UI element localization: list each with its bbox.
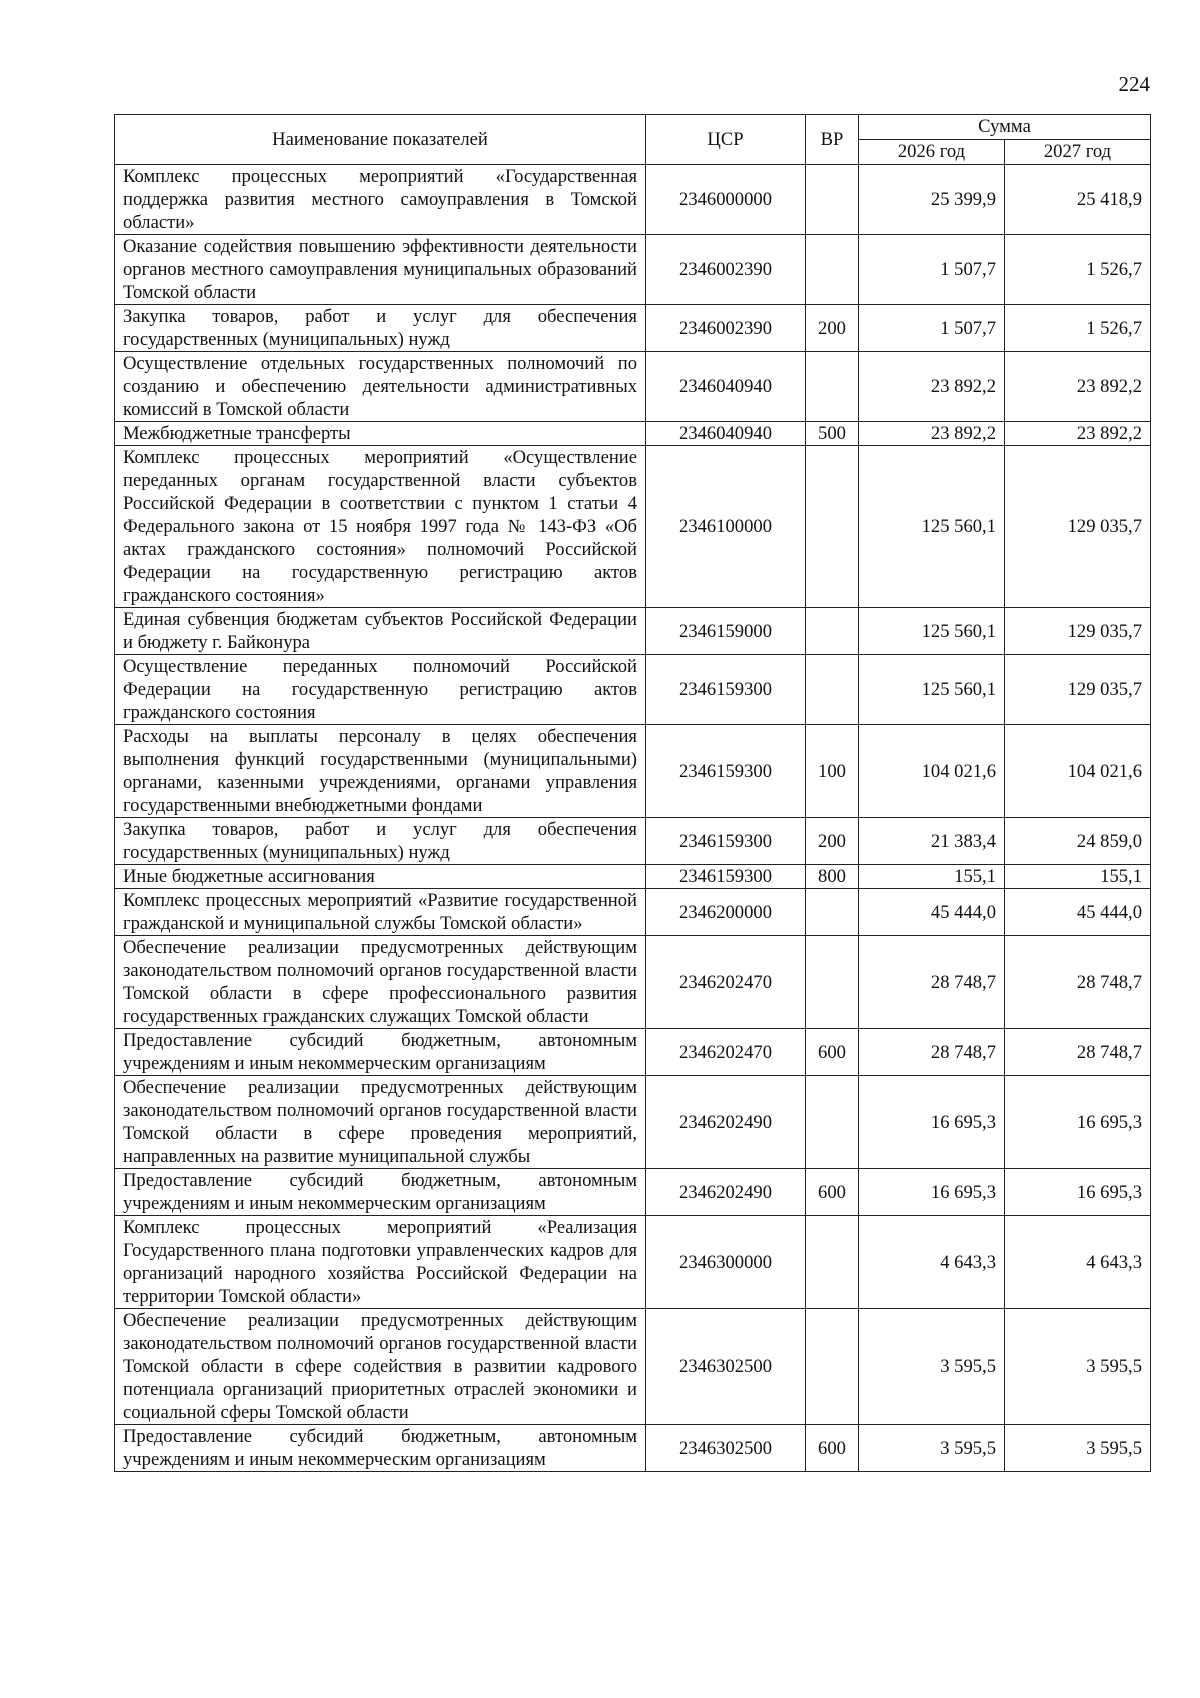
row-vr: 600	[806, 1169, 859, 1216]
row-amount-2027: 4 643,3	[1005, 1216, 1151, 1309]
row-vr	[806, 608, 859, 655]
row-amount-2027: 104 021,6	[1005, 725, 1151, 818]
row-amount-2026: 28 748,7	[859, 936, 1005, 1029]
row-amount-2026: 23 892,2	[859, 422, 1005, 446]
row-csr: 2346002390	[646, 305, 806, 352]
row-amount-2027: 3 595,5	[1005, 1309, 1151, 1425]
row-name: Осуществление переданных полномочий Российской Федерации на государственную регистрацию актов гражданского состояния	[115, 655, 646, 725]
table-row	[115, 165, 1151, 235]
row-name: Обеспечение реализации предусмотренных действующим законодательством полномочий органов государственной власти Томской области в сфере содействия в развитии кадрового потенциала организаций приоритетных отраслей экономики и социальной сферы Томской области	[115, 1309, 646, 1425]
row-name: Предоставление субсидий бюджетным, автономным учреждениям и иным некоммерческим организациям	[115, 1169, 646, 1216]
row-vr: 800	[806, 865, 859, 889]
row-csr: 2346302500	[646, 1425, 806, 1472]
row-vr: 600	[806, 1029, 859, 1076]
row-amount-2027: 16 695,3	[1005, 1076, 1151, 1169]
row-amount-2027: 28 748,7	[1005, 1029, 1151, 1076]
row-csr: 2346040940	[646, 422, 806, 446]
row-amount-2026: 28 748,7	[859, 1029, 1005, 1076]
row-amount-2027: 45 444,0	[1005, 889, 1151, 936]
row-name: Осуществление отдельных государственных полномочий по созданию и обеспечению деятельности административных комиссий в Томской области	[115, 352, 646, 422]
table-row	[115, 889, 1151, 936]
row-amount-2026: 125 560,1	[859, 446, 1005, 608]
row-csr: 2346159000	[646, 608, 806, 655]
table-row	[115, 1169, 1151, 1216]
table-row	[115, 305, 1151, 352]
row-amount-2027: 129 035,7	[1005, 655, 1151, 725]
table-row	[115, 1309, 1151, 1425]
row-name: Единая субвенция бюджетам субъектов Российской Федерации и бюджету г. Байконура	[115, 608, 646, 655]
table-body	[115, 165, 1151, 1472]
row-csr: 2346302500	[646, 1309, 806, 1425]
row-name: Обеспечение реализации предусмотренных действующим законодательством полномочий органов государственной власти Томской области в сфере профессионального развития государственных гражданских служащих Томской области	[115, 936, 646, 1029]
row-name: Иные бюджетные ассигнования	[115, 865, 646, 889]
table-row	[115, 446, 1151, 608]
row-csr: 2346300000	[646, 1216, 806, 1309]
row-csr: 2346202470	[646, 1029, 806, 1076]
row-csr: 2346159300	[646, 655, 806, 725]
row-name: Предоставление субсидий бюджетным, автономным учреждениям и иным некоммерческим организациям	[115, 1029, 646, 1076]
row-amount-2027: 24 859,0	[1005, 818, 1151, 865]
row-name: Комплекс процессных мероприятий «Государственная поддержка развития местного самоуправления в Томской области»	[115, 165, 646, 235]
row-vr	[806, 936, 859, 1029]
row-amount-2027: 155,1	[1005, 865, 1151, 889]
row-amount-2026: 16 695,3	[859, 1076, 1005, 1169]
row-csr: 2346200000	[646, 889, 806, 936]
row-amount-2027: 23 892,2	[1005, 422, 1151, 446]
row-csr: 2346000000	[646, 165, 806, 235]
row-vr	[806, 235, 859, 305]
row-vr	[806, 889, 859, 936]
row-name: Расходы на выплаты персоналу в целях обеспечения выполнения функций государственными (муниципальными) органами, казенными учреждениями, органами управления государственными внебюджетными фондами	[115, 725, 646, 818]
row-amount-2026: 155,1	[859, 865, 1005, 889]
row-csr: 2346002390	[646, 235, 806, 305]
table-row	[115, 608, 1151, 655]
table-row	[115, 1425, 1151, 1472]
row-csr: 2346202490	[646, 1076, 806, 1169]
row-csr: 2346202470	[646, 936, 806, 1029]
table-row	[115, 818, 1151, 865]
row-csr: 2346040940	[646, 352, 806, 422]
row-vr: 600	[806, 1425, 859, 1472]
row-vr	[806, 352, 859, 422]
row-amount-2027: 28 748,7	[1005, 936, 1151, 1029]
row-csr: 2346202490	[646, 1169, 806, 1216]
row-name: Комплекс процессных мероприятий «Осуществление переданных органам государственной власти субъектов Российской Федерации в соответствии с пунктом 1 статьи 4 Федерального закона от 15 ноября 1997 года № 143-ФЗ «Об актах гражданского состояния» полномочий Российской Федерации на государственную регистрацию актов гражданского состояния»	[115, 446, 646, 608]
row-name: Предоставление субсидий бюджетным, автономным учреждениям и иным некоммерческим организациям	[115, 1425, 646, 1472]
row-amount-2027: 1 526,7	[1005, 235, 1151, 305]
header-csr: ЦСР	[646, 115, 806, 165]
table-row	[115, 936, 1151, 1029]
row-amount-2027: 1 526,7	[1005, 305, 1151, 352]
row-name: Закупка товаров, работ и услуг для обеспечения государственных (муниципальных) нужд	[115, 818, 646, 865]
table-row	[115, 725, 1151, 818]
row-csr: 2346159300	[646, 865, 806, 889]
row-vr	[806, 446, 859, 608]
table-row	[115, 655, 1151, 725]
row-vr: 100	[806, 725, 859, 818]
header-vr: ВР	[806, 115, 859, 165]
row-amount-2027: 129 035,7	[1005, 608, 1151, 655]
row-amount-2026: 4 643,3	[859, 1216, 1005, 1309]
budget-table	[114, 114, 1151, 1472]
row-amount-2026: 3 595,5	[859, 1425, 1005, 1472]
row-vr: 500	[806, 422, 859, 446]
row-name: Обеспечение реализации предусмотренных действующим законодательством полномочий органов государственной власти Томской области в сфере проведения мероприятий, направленных на развитие муниципальной службы	[115, 1076, 646, 1169]
header-sum: Сумма	[859, 115, 1151, 140]
row-amount-2026: 125 560,1	[859, 608, 1005, 655]
row-amount-2026: 16 695,3	[859, 1169, 1005, 1216]
table-row	[115, 1216, 1151, 1309]
row-name: Закупка товаров, работ и услуг для обеспечения государственных (муниципальных) нужд	[115, 305, 646, 352]
table-row	[115, 422, 1151, 446]
row-name: Комплекс процессных мероприятий «Реализация Государственного плана подготовки управленческих кадров для организаций народного хозяйства Российской Федерации на территории Томской области»	[115, 1216, 646, 1309]
row-csr: 2346159300	[646, 818, 806, 865]
row-amount-2026: 1 507,7	[859, 235, 1005, 305]
row-amount-2026: 1 507,7	[859, 305, 1005, 352]
row-amount-2026: 104 021,6	[859, 725, 1005, 818]
page-number: 224	[1118, 72, 1150, 96]
row-amount-2027: 3 595,5	[1005, 1425, 1151, 1472]
row-vr	[806, 655, 859, 725]
row-vr: 200	[806, 818, 859, 865]
row-vr: 200	[806, 305, 859, 352]
row-amount-2027: 129 035,7	[1005, 446, 1151, 608]
table-row	[115, 865, 1151, 889]
row-amount-2026: 21 383,4	[859, 818, 1005, 865]
row-vr	[806, 1076, 859, 1169]
row-name: Межбюджетные трансферты	[115, 422, 646, 446]
row-name: Комплекс процессных мероприятий «Развитие государственной гражданской и муниципальной службы Томской области»	[115, 889, 646, 936]
row-csr: 2346159300	[646, 725, 806, 818]
row-vr	[806, 1309, 859, 1425]
table-row	[115, 235, 1151, 305]
header-year-2026: 2026 год	[859, 140, 1005, 165]
row-amount-2026: 23 892,2	[859, 352, 1005, 422]
row-name: Оказание содействия повышению эффективности деятельности органов местного самоуправления муниципальных образований Томской области	[115, 235, 646, 305]
row-amount-2026: 25 399,9	[859, 165, 1005, 235]
table-row	[115, 1029, 1151, 1076]
row-amount-2027: 16 695,3	[1005, 1169, 1151, 1216]
table-row	[115, 352, 1151, 422]
table-row	[115, 1076, 1151, 1169]
row-amount-2026: 45 444,0	[859, 889, 1005, 936]
header-name: Наименование показателей	[115, 115, 646, 165]
row-vr	[806, 165, 859, 235]
row-amount-2027: 23 892,2	[1005, 352, 1151, 422]
row-amount-2027: 25 418,9	[1005, 165, 1151, 235]
row-vr	[806, 1216, 859, 1309]
row-csr: 2346100000	[646, 446, 806, 608]
header-year-2027: 2027 год	[1005, 140, 1151, 165]
row-amount-2026: 125 560,1	[859, 655, 1005, 725]
row-amount-2026: 3 595,5	[859, 1309, 1005, 1425]
